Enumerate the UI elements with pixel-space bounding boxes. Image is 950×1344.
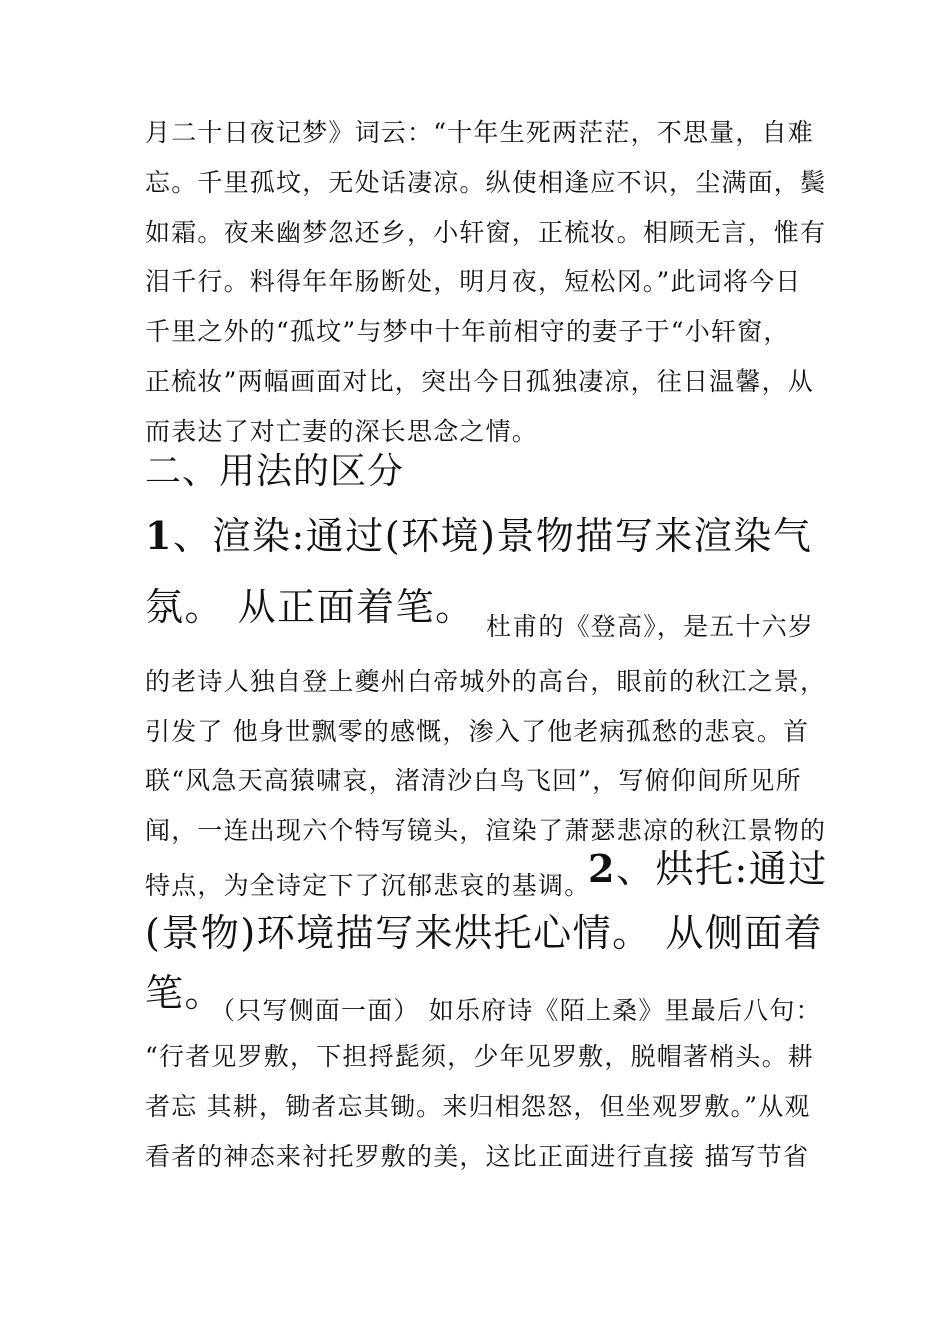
item2-inline-text: （只写侧面一面） 如乐府诗《陌上桑》里最后八句： bbox=[210, 996, 822, 1025]
item1-line-2: 引发了 他身世飘零的感慨，渗入了他老病孤愁的悲哀。首 bbox=[145, 717, 810, 746]
item1-line-3: 联“风急天高猿啸哀，渚清沙白鸟飞回”，写俯仰间所见所 bbox=[145, 766, 802, 795]
para1-line-6: 正梳妆”两幅画面对比，突出今日孤独凄凉，往日温馨，从 bbox=[145, 367, 814, 396]
item1-inline-text: 杜甫的《登高》，是五十六岁 bbox=[486, 612, 815, 641]
para1-line-2: 忘。千里孤坟，无处话凄凉。纵使相逢应不识，尘满面，鬓 bbox=[145, 168, 827, 197]
item1-heading-line-1 bbox=[145, 513, 812, 559]
item2-heading-line-3: 笔。 bbox=[145, 971, 225, 1015]
item1-number: 1 bbox=[145, 513, 173, 558]
item2-heading-line-2: (景物)环境描写来烘托心情。 从侧面着 bbox=[145, 911, 824, 955]
item1-line-1: 的老诗人独自登上夔州白帝城外的高台，眼前的秋江之景， bbox=[145, 667, 827, 696]
section-heading: 二、用法的区分 bbox=[145, 451, 405, 492]
item2-line-3: 看者的神态来衬托罗敷的美，这比正面进行直接 描写节省 bbox=[145, 1142, 810, 1171]
item2-heading-line-1 bbox=[588, 846, 828, 892]
item1-heading-line-2: 氛。 从正面着笔。 bbox=[145, 585, 475, 629]
item2-line-1: “行者见罗敷，下担捋髭须，少年见罗敷，脱帽著梢头。耕 bbox=[145, 1042, 814, 1071]
para1-line-4: 泪千行。料得年年肠断处，明月夜，短松冈。”此词将今日 bbox=[145, 267, 802, 296]
item2-line-2: 者忘 其耕，锄者忘其锄。来归相怨怒，但坐观罗敷。”从观 bbox=[145, 1092, 811, 1121]
para1-line-5: 千里之外的“孤坟”与梦中十年前相守的妻子于“小轩窗， bbox=[145, 317, 790, 346]
item1-heading-text: 、渲染:通过(环境)景物描写来渲染气 bbox=[172, 514, 813, 558]
para1-line-3: 如霜。夜来幽梦忽还乡，小轩窗，正梳妆。相顾无言，惟有 bbox=[145, 218, 827, 247]
item2-number: 2 bbox=[588, 846, 616, 891]
item2-heading-text: 、烘托:通过 bbox=[615, 847, 828, 891]
para1-line-7: 而表达了对亡妻的深长思念之情。 bbox=[145, 417, 539, 446]
item1-line-5: 特点，为全诗定下了沉郁悲哀的基调。 bbox=[145, 871, 591, 900]
para1-line-1: 月二十日夜记梦》词云：“十年生死两茫茫，不思量，自难 bbox=[145, 118, 814, 147]
item1-line-4: 闻，一连出现六个特写镜头，渲染了萧瑟悲凉的秋江景物的 bbox=[145, 816, 827, 845]
